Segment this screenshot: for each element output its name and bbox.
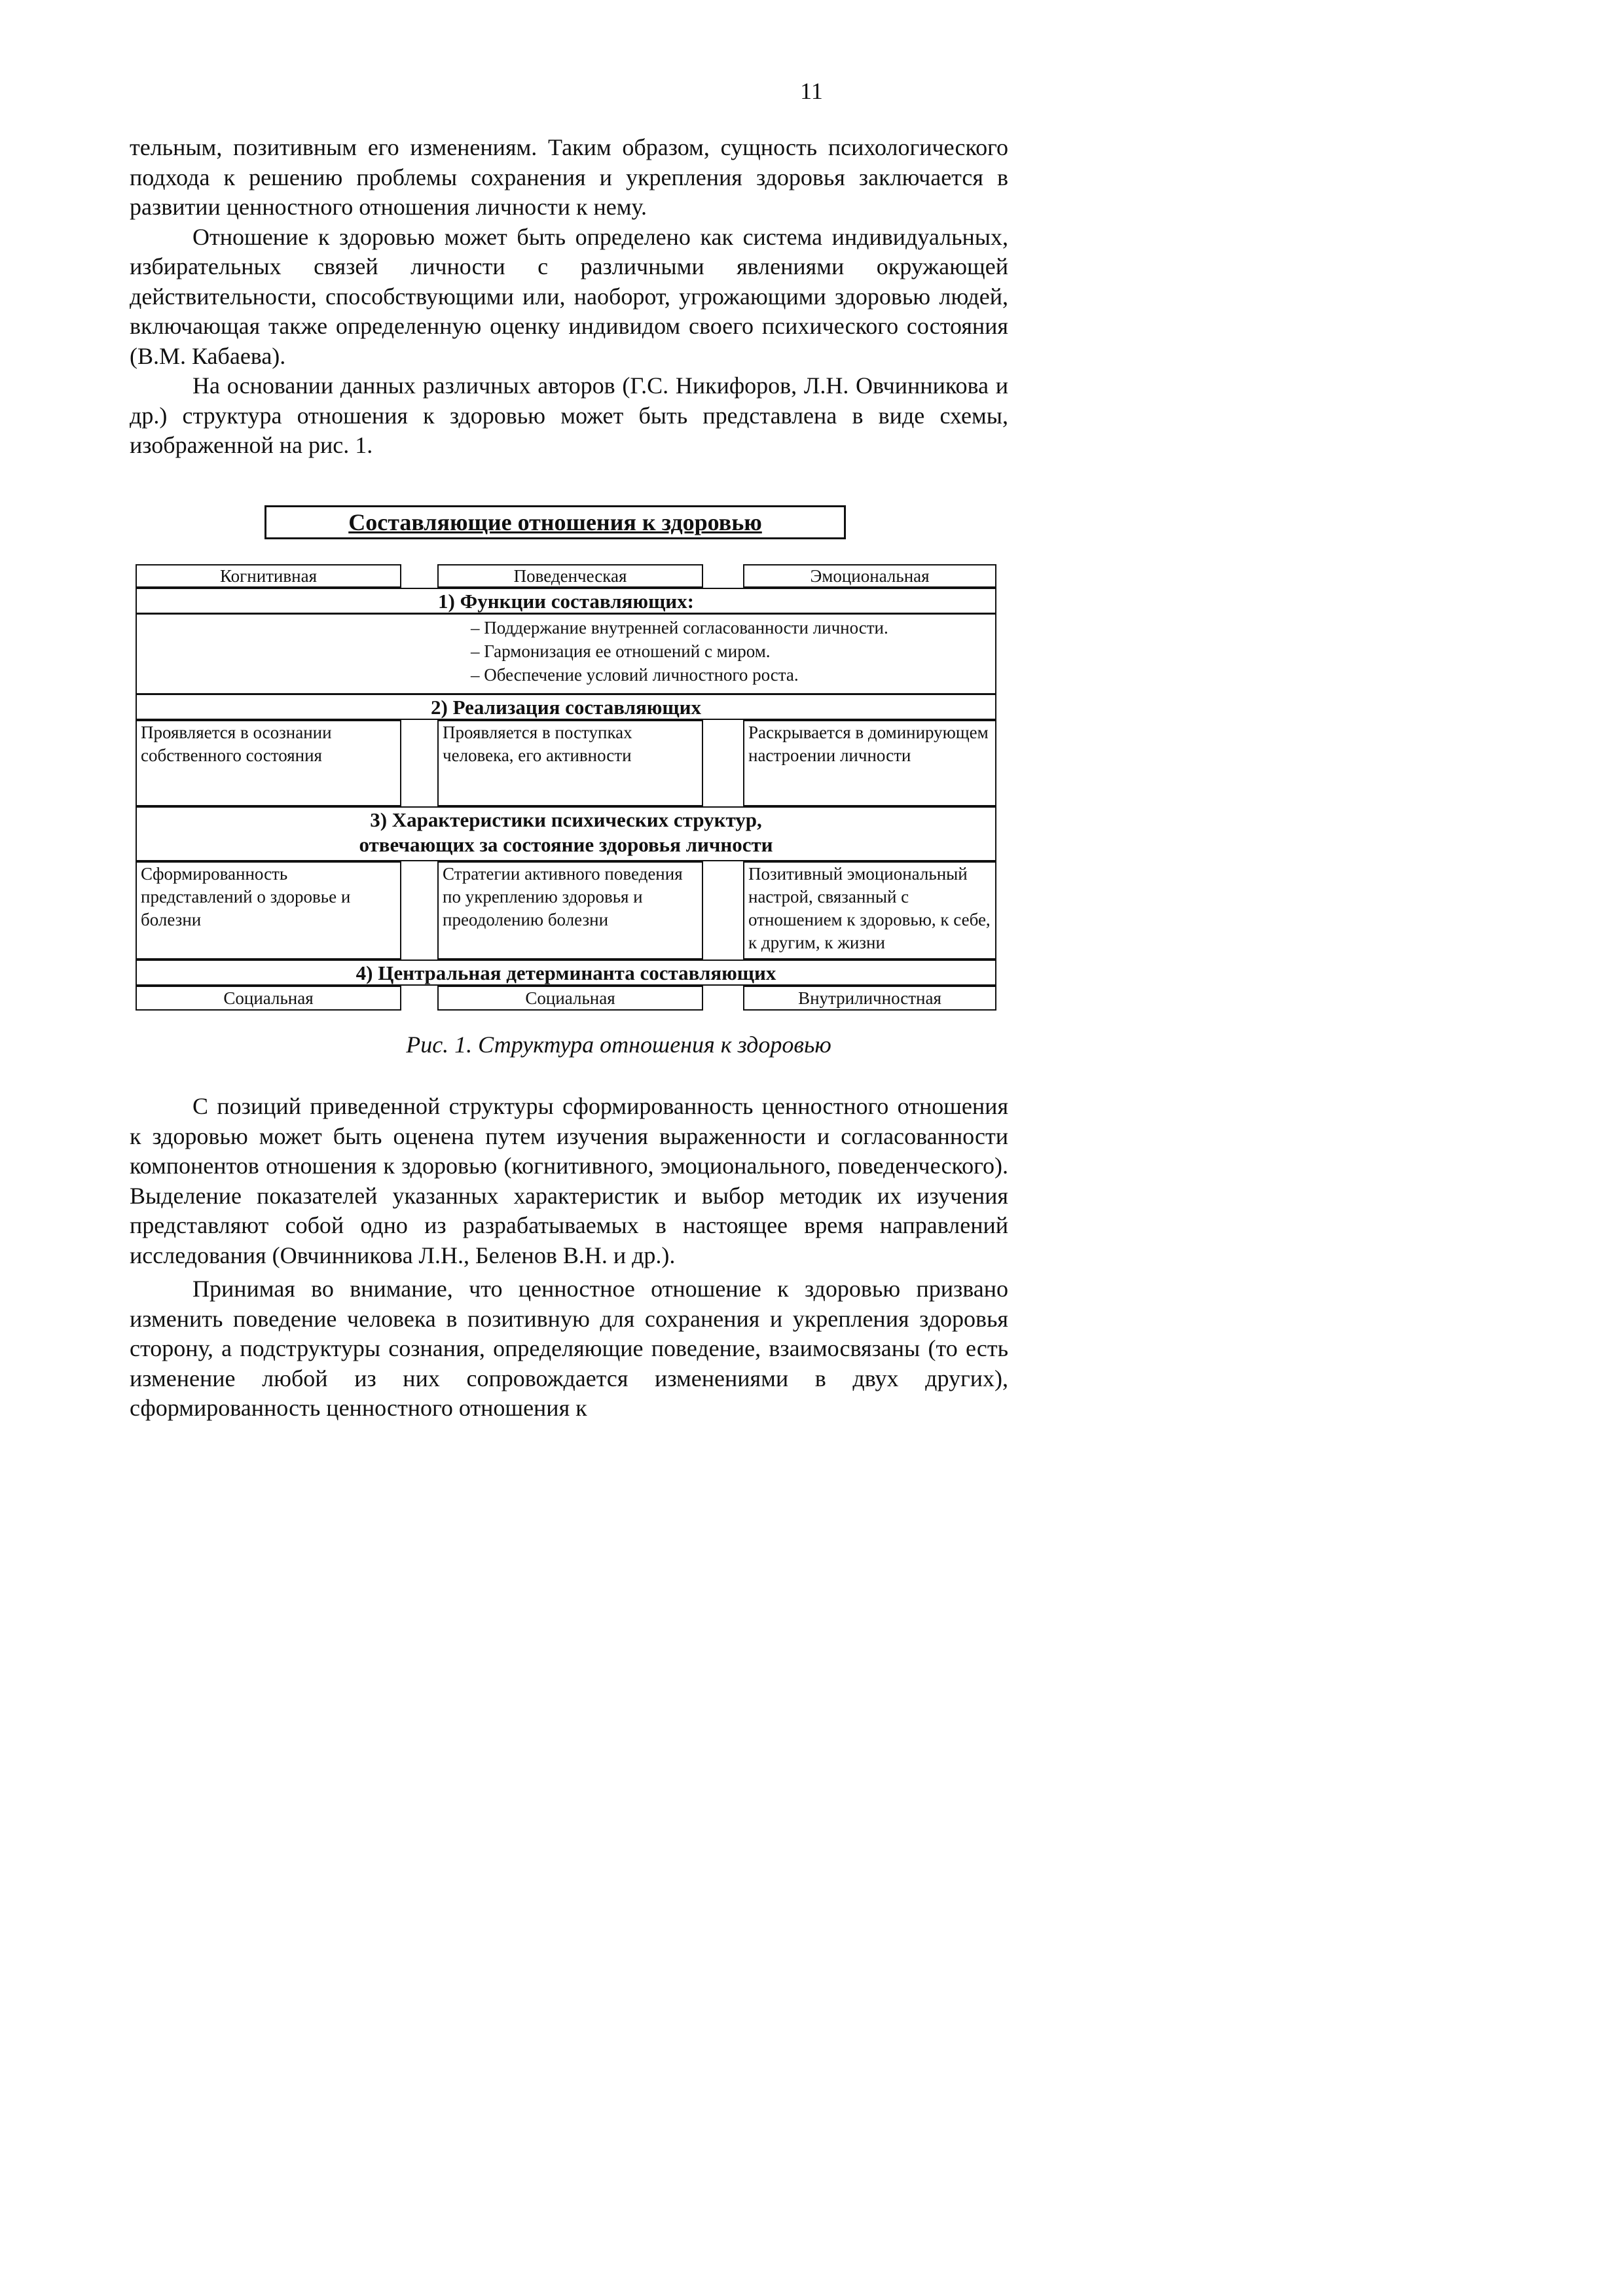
realization-emotional: Раскрывается в доминирующем настроении личности	[743, 720, 996, 806]
health-attitude-diagram	[0, 0, 1623, 1113]
section-characteristics-line1: 3) Характеристики психических структур,	[370, 808, 762, 831]
determinant-cognitive: Социальная	[136, 986, 401, 1011]
realization-behavioral: Проявляется в поступках человека, его активности	[437, 720, 703, 806]
characteristics-behavioral: Стратегии активного поведения по укреплению здоровья и преодолению болезни	[437, 861, 703, 960]
section-characteristics-line2: отвечающих за состояние здоровья личности	[359, 833, 773, 856]
function-item: – Гармонизация ее отношений с миром.	[471, 641, 771, 661]
section-functions-title: 1) Функции составляющих:	[136, 588, 996, 614]
section-characteristics-title	[136, 806, 996, 861]
component-emotional: Эмоциональная	[743, 564, 996, 588]
discussion-text	[130, 1092, 1008, 1424]
component-behavioral: Поведенческая	[437, 564, 703, 588]
characteristics-cognitive: Сформированность представлений о здоровье и болезни	[136, 861, 401, 960]
figure-caption: Рис. 1. Структура отношения к здоровью	[406, 1031, 831, 1058]
paragraph: Отношение к здоровью может быть определено как система индивидуальных, избирательных связей личности с различными явлениями окружающей действительности, способствующими или, наоборот, угрожающими здоровью людей, включающая также определенную оценку индивидом своего психического состояния (В.М. Кабаева).	[130, 223, 1008, 369]
section-realization-title: 2) Реализация составляющих	[136, 694, 996, 720]
component-cognitive: Когнитивная	[136, 564, 401, 588]
realization-cognitive: Проявляется в осознании собственного состояния	[136, 720, 401, 806]
diagram-title: Составляющие отношения к здоровью	[264, 505, 846, 539]
determinant-behavioral: Социальная	[437, 986, 703, 1011]
characteristics-emotional: Позитивный эмоциональный настрой, связанный с отношением к здоровью, к себе, к другим, к жизни	[743, 861, 996, 960]
functions-list	[136, 613, 996, 694]
page-number: 11	[800, 78, 823, 104]
paragraph: Принимая во внимание, что ценностное отношение к здоровью призвано изменить поведение человека в позитивную для сохранения и укрепления здоровья сторону, а подструктуры сознания, определяющие поведение, взаимосвязаны (то есть изменение любой из них сопровождается изменениями в двух других), сформированность ценностного отношения к	[130, 1276, 1008, 1421]
paragraph: С позиций приведенной структуры сформированность ценностного отношения к здоровью может быть оценена путем изучения выраженности и согласованности компонентов отношения к здоровью (когнитивного, эмоционального, поведенческого). Выделение показателей указанных характеристик и выбор методик их изучения представляют собой одно из разрабатываемых в настоящее время направлений исследования (Овчинникова Л.Н., Беленов В.Н. и др.).	[130, 1093, 1008, 1268]
paragraph: тельным, позитивным его изменениям. Таким образом, сущность психологического подхода к решению проблемы сохранения и укрепления здоровья заключается в развитии ценностного отношения личности к нему.	[130, 134, 1008, 220]
paragraph: На основании данных различных авторов (Г.С. Никифоров, Л.Н. Овчинникова и др.) структура отношения к здоровью может быть представлена в виде схемы, изображенной на рис. 1.	[130, 372, 1008, 458]
section-determinant-title: 4) Центральная детерминанта составляющих	[136, 960, 996, 986]
determinant-emotional: Внутриличностная	[743, 986, 996, 1011]
function-item: – Обеспечение условий личностного роста.	[471, 665, 799, 685]
function-item: – Поддержание внутренней согласованности личности.	[471, 618, 888, 637]
